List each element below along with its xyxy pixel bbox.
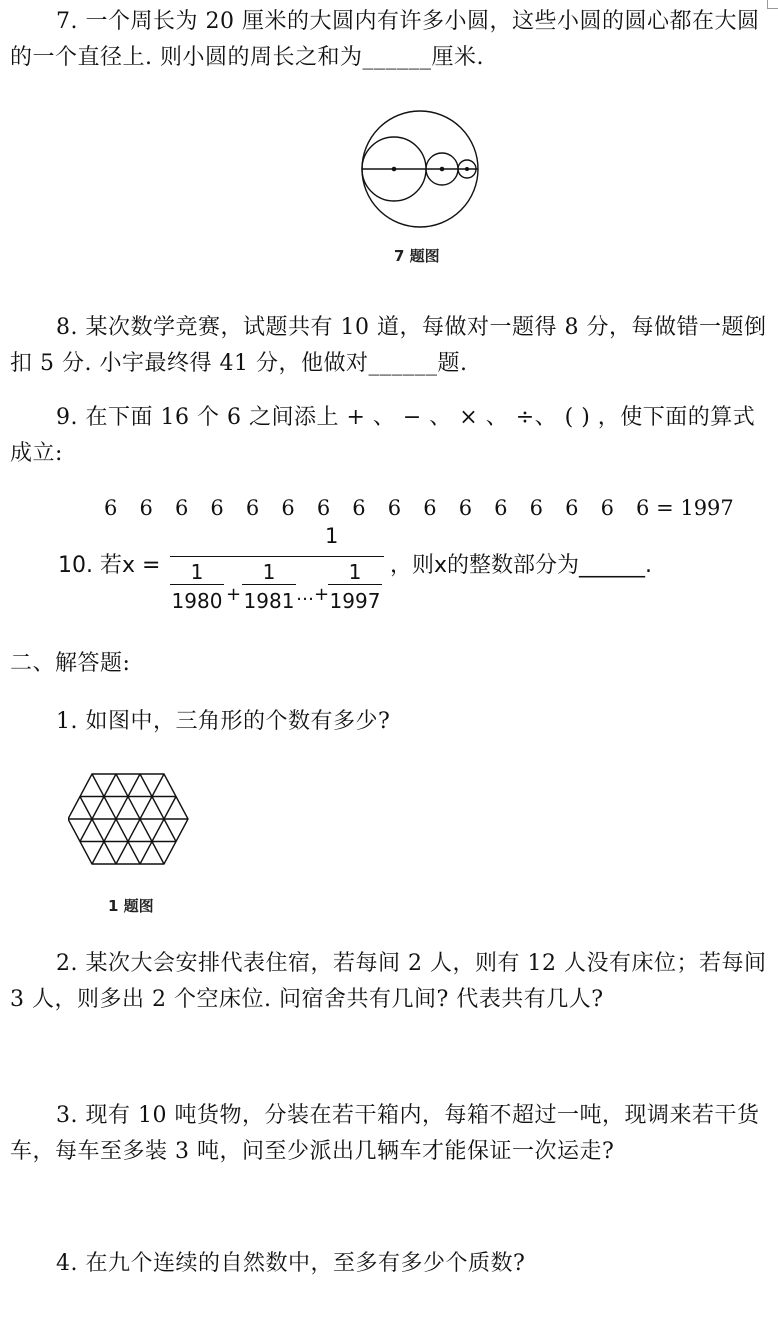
q10-term-1997: 1 1997 — [329, 560, 381, 613]
six-9: 6 — [387, 496, 402, 520]
page-corner-mark — [767, 0, 778, 9]
question-8-text: 8. 某次数学竞赛，试题共有 10 道，每做对一题得 8 分，每做错一题倒扣 5 分. 小宇最终得 41 分，他做对______题. — [10, 315, 767, 376]
six-12: 6 — [494, 496, 508, 520]
q10-ellipsis-plus: …+ — [296, 584, 330, 605]
question-10-formula — [58, 524, 738, 620]
six-2: 6 — [139, 496, 153, 520]
q9-equation — [104, 492, 734, 524]
q10-term-1980: 1 1980 — [171, 560, 223, 613]
question-9-text: 9. 在下面 16 个 6 之间添上 + 、 − 、 × 、 ÷、 ( ) ，使下面的算式成立: — [10, 405, 756, 466]
answer-question-1-text: 1. 如图中，三角形的个数有多少? — [56, 709, 391, 734]
six-3: 6 — [174, 496, 189, 520]
six-11: 6 — [458, 496, 473, 520]
six-10: 6 — [423, 496, 437, 520]
q10-plus: + — [226, 584, 242, 605]
six-1: 6 — [104, 496, 118, 520]
q10-prefix: 10. 若x = — [58, 553, 161, 578]
six-5: 6 — [245, 496, 260, 520]
a1-figure-caption: 1 题图 — [108, 897, 154, 915]
q10-numerator: 1 — [325, 524, 339, 548]
q10-main-fraction-bar — [170, 556, 384, 557]
q10-term-1981: 1 1981 — [243, 560, 295, 613]
six-8: 6 — [352, 496, 366, 520]
six-4: 6 — [210, 496, 224, 520]
six-7: 6 — [316, 496, 331, 520]
six-6: 6 — [281, 496, 295, 520]
q10-suffix: ，则x的整数部分为______. — [390, 553, 653, 578]
question-7-text: 7. 一个周长为 20 厘米的大圆内有许多小圆，这些小圆的圆心都在大圆的一个直径上. 则小圆的周长之和为______厘米. — [10, 9, 760, 70]
answer-question-2-text: 2. 某次大会安排代表住宿，若每间 2 人，则有 12 人没有床位；若每间 3 人，则多出 2 个空床位. 问宿舍共有几间? 代表共有几人? — [10, 951, 767, 1012]
section-2-heading: 二、解答题: — [10, 651, 131, 676]
q7-circles-figure — [355, 104, 485, 234]
a1-triangle-grid-figure — [68, 772, 192, 868]
six-15: 6 — [600, 496, 614, 520]
q7-figure-caption: 7 题图 — [394, 247, 440, 265]
six-13: 6 — [529, 496, 543, 520]
answer-question-4-text: 4. 在九个连续的自然数中，至多有多少个质数? — [56, 1251, 526, 1276]
six-14: 6 — [565, 496, 579, 520]
six-16-equals: 6 = 1997 — [636, 496, 734, 520]
answer-question-3-text: 3. 现有 10 吨货物，分装在若干箱内，每箱不超过一吨，现调来若干货车，每车至多装 3 吨，问至少派出几辆车才能保证一次运走? — [10, 1103, 760, 1164]
